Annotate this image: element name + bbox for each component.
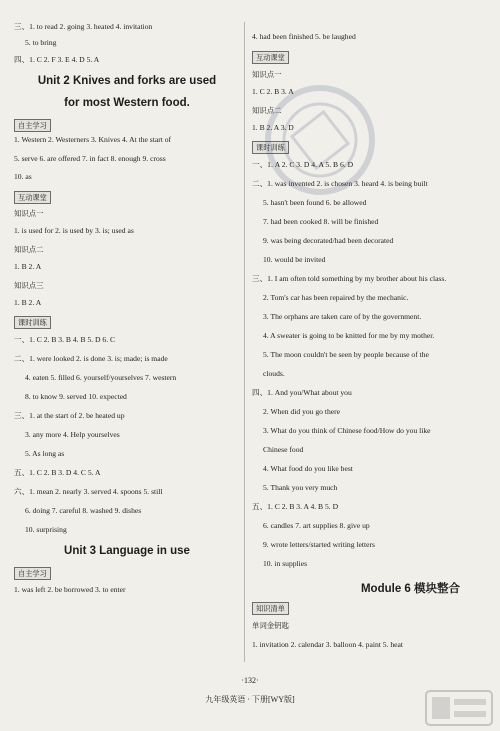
- answer-line: 三、1. at the start of 2. be heated up: [14, 411, 125, 420]
- answer-line: 五、1. C 2. B 3. A 4. B 5. D: [252, 502, 339, 511]
- answer-line: 10. as: [14, 172, 32, 181]
- section-tag: 课时训练: [252, 141, 289, 154]
- section-tag: 自主学习: [14, 119, 51, 132]
- answer-line: 4. eaten 5. filled 6. yourself/yourselves 7. western: [25, 373, 177, 382]
- answer-line: 二、1. was invented 2. is chosen 3. heard 4. is being built: [252, 179, 428, 188]
- answer-line: 10. in supplies: [263, 559, 308, 568]
- answer-line: 5. As long as: [25, 449, 65, 458]
- answer-line: 5. to bring: [25, 38, 57, 47]
- answer-line: 1. B 2. A: [14, 262, 42, 271]
- section-tag: 互动课堂: [252, 51, 289, 64]
- answer-line: 二、1. were looked 2. is done 3. is; made; is made: [14, 354, 168, 363]
- answer-line: 10. would be invited: [263, 255, 326, 264]
- subsection-label: 知识点一: [14, 209, 44, 218]
- answer-line: 2. Tom's car has been repaired by the mechanic.: [263, 293, 409, 302]
- answer-line: 三、1. to read 2. going 3. heated 4. invitation: [14, 22, 153, 31]
- answer-line: 5. serve 6. are offered 7. in fact 8. enough 9. cross: [14, 154, 166, 163]
- answer-line: 1. C 2. B 3. A: [252, 87, 294, 96]
- answer-line: 2. When did you go there: [263, 407, 341, 416]
- answer-line: 7. had been cooked 8. will be finished: [263, 217, 379, 226]
- answer-line: 4. had been finished 5. be laughed: [252, 32, 356, 41]
- answer-line: 5. hasn't been found 6. be allowed: [263, 198, 367, 207]
- section-tag: 知识清单: [252, 602, 289, 615]
- section-tag: 课时训练: [14, 316, 51, 329]
- answer-line: 1. invitation 2. calendar 3. balloon 4. paint 5. heat: [252, 640, 403, 649]
- answer-line: 9. was being decorated/had been decorated: [263, 236, 394, 245]
- answer-line: Chinese food: [263, 445, 304, 454]
- book-title-footer: 九年级英语 · 下册[WY版]: [205, 695, 295, 704]
- column-divider: [244, 22, 245, 662]
- answer-line: 9. wrote letters/started writing letters: [263, 540, 375, 549]
- unit2-title-line2: for most Western food.: [64, 97, 190, 109]
- answer-line: 5. The moon couldn't be seen by people because of the: [263, 350, 429, 359]
- answer-line: 一、1. C 2. B 3. B 4. B 5. D 6. C: [14, 335, 116, 344]
- subsection-label: 知识点二: [14, 245, 44, 254]
- section-tag: 自主学习: [14, 567, 51, 580]
- unit2-title: Unit 2 Knives and forks are used: [37, 75, 217, 87]
- answer-line: 5. Thank you very much: [263, 483, 338, 492]
- answer-line: 1. was left 2. be borrowed 3. to enter: [14, 585, 126, 594]
- subsection-label: 知识点三: [14, 281, 44, 290]
- answer-line: 1. B 2. A 3. D: [252, 123, 294, 132]
- answer-line: 6. candles 7. art supplies 8. give up: [263, 521, 370, 530]
- answer-line: 6. doing 7. careful 8. washed 9. dishes: [25, 506, 142, 515]
- answer-line: 1. B 2. A: [14, 298, 42, 307]
- answer-line: 4. A sweater is going to be knitted for me by my mother.: [263, 331, 435, 340]
- answer-line: 10. surprising: [25, 525, 67, 534]
- answer-line: 一、1. A 2. C 3. D 4. A 5. B 6. D: [252, 160, 354, 169]
- answer-line: 六、1. mean 2. nearly 3. served 4. spoons 5. still: [14, 487, 163, 496]
- answer-line: 3. any more 4. Help yourselves: [25, 430, 120, 439]
- corner-logo-icon: [424, 689, 494, 727]
- answer-line: 3. The orphans are taken care of by the government.: [263, 312, 422, 321]
- answer-line: 五、1. C 2. B 3. D 4. C 5. A: [14, 468, 101, 477]
- subsection-label: 知识点一: [252, 70, 282, 79]
- answer-line: clouds.: [263, 369, 285, 378]
- answer-line: 三、1. I am often told something by my brother about his class.: [252, 274, 447, 283]
- answer-line: 1. Western 2. Westerners 3. Knives 4. At the start of: [14, 135, 172, 144]
- answer-line: 3. What do you think of Chinese food/How do you like: [263, 426, 431, 435]
- answer-line: 四、1. C 2. F 3. E 4. D 5. A: [14, 55, 100, 64]
- section-tag: 互动课堂: [14, 191, 51, 204]
- answer-line: 8. to know 9. served 10. expected: [25, 392, 127, 401]
- module6-title: Module 6 模块整合: [360, 583, 460, 595]
- stamp-watermark-icon: [236, 56, 404, 224]
- unit3-title: Unit 3 Language in use: [64, 545, 190, 557]
- subsection-label: 单词金钥匙: [252, 621, 289, 630]
- subsection-label: 知识点二: [252, 106, 282, 115]
- answer-line: 1. is used for 2. is used by 3. is; used as: [14, 226, 134, 235]
- answer-line: 四、1. And you/What about you: [252, 388, 352, 397]
- page-number: ·132·: [241, 676, 259, 685]
- answer-line: 4. What food do you like best: [263, 464, 353, 473]
